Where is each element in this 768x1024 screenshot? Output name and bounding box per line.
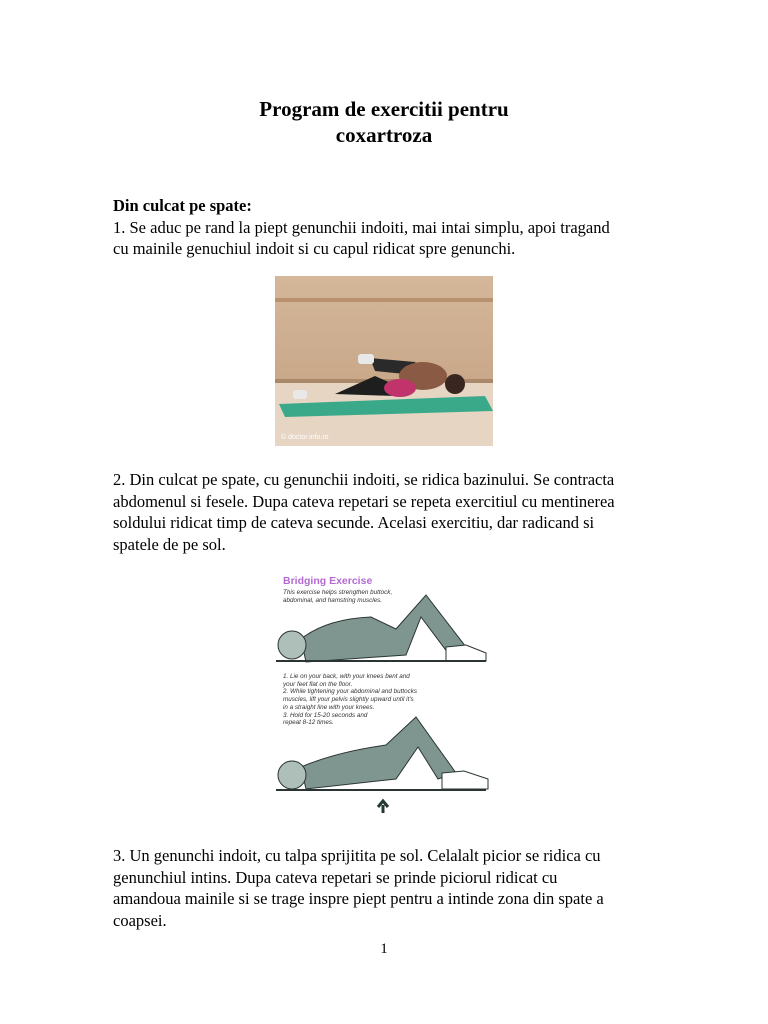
diagram-step-line: 1. Lie on your back, with your knees bent and bbox=[283, 673, 410, 680]
item-2-line-1: 2. Din culcat pe spate, cu genunchii indoiti, se ridica bazinului. Se contracta bbox=[113, 470, 615, 489]
item-3-line-1: 3. Un genunchi indoit, cu talpa sprijitita pe sol. Celalalt picior se ridica cu bbox=[113, 846, 601, 865]
diagram-step-line: in a straight line with your knees. bbox=[283, 703, 375, 711]
item-1-line-1: 1. Se aduc pe rand la piept genunchii indoiti, mai intai simplu, apoi tragand bbox=[113, 217, 610, 237]
diagram-step-line: 2. While tightening your abdominal and buttocks bbox=[283, 688, 418, 696]
item-2-line-3: soldului ridicat timp de cateva secunde. Acelasi exercitiu, dar radicand si bbox=[113, 513, 595, 532]
item-2 bbox=[113, 469, 653, 555]
item-2-line-2: abdomenul si fesele. Dupa cateva repetari se repeta exercitiul cu mentinerea bbox=[113, 491, 615, 511]
exercise-photo bbox=[275, 276, 493, 446]
item-2-line-4: spatele de pe sol. bbox=[113, 534, 226, 554]
item-3-line-2: genunchiul intins. Dupa cateva repetari se prinde piciorul ridicat cu bbox=[113, 867, 558, 887]
item-3-line-4: coapsei. bbox=[113, 910, 167, 930]
diagram-steps bbox=[283, 673, 417, 727]
photo-watermark: © doctor.info.ro bbox=[281, 434, 329, 441]
diagram-step-line: muscles, lift your pelvis slightly upward until it's bbox=[283, 696, 414, 704]
page-title-line1: Program de exercitii pentru bbox=[259, 97, 509, 121]
diagram-step-line: your feet flat on the floor. bbox=[283, 680, 353, 688]
section-heading: Din culcat pe spate: bbox=[113, 196, 252, 215]
bridging-exercise-diagram bbox=[266, 567, 498, 819]
figure-lying bbox=[276, 595, 486, 662]
diagram-step-line: 3. Hold for 15-20 seconds and bbox=[283, 711, 368, 719]
item-1-line-2: cu mainile genuchiul indoit si cu capul ridicat spre genunchi. bbox=[113, 239, 516, 258]
figure-bridging bbox=[276, 717, 488, 813]
diagram-title: Bridging Exercise bbox=[283, 575, 373, 587]
item-3 bbox=[113, 845, 653, 931]
diagram-subtitle-line: This exercise helps strengthen buttock, bbox=[283, 589, 393, 596]
section-1 bbox=[113, 195, 653, 260]
page-title-line2: coxartroza bbox=[335, 123, 433, 147]
diagram-subtitle-line: abdominal, and hamstring muscles. bbox=[283, 596, 383, 604]
page-number: 1 bbox=[380, 941, 388, 957]
item-3-line-3: amandoua mainile si se trage inspre piept pentru a intinde zona din spate a bbox=[113, 889, 604, 908]
diagram-step-line: repeat 8-12 times. bbox=[283, 719, 334, 727]
